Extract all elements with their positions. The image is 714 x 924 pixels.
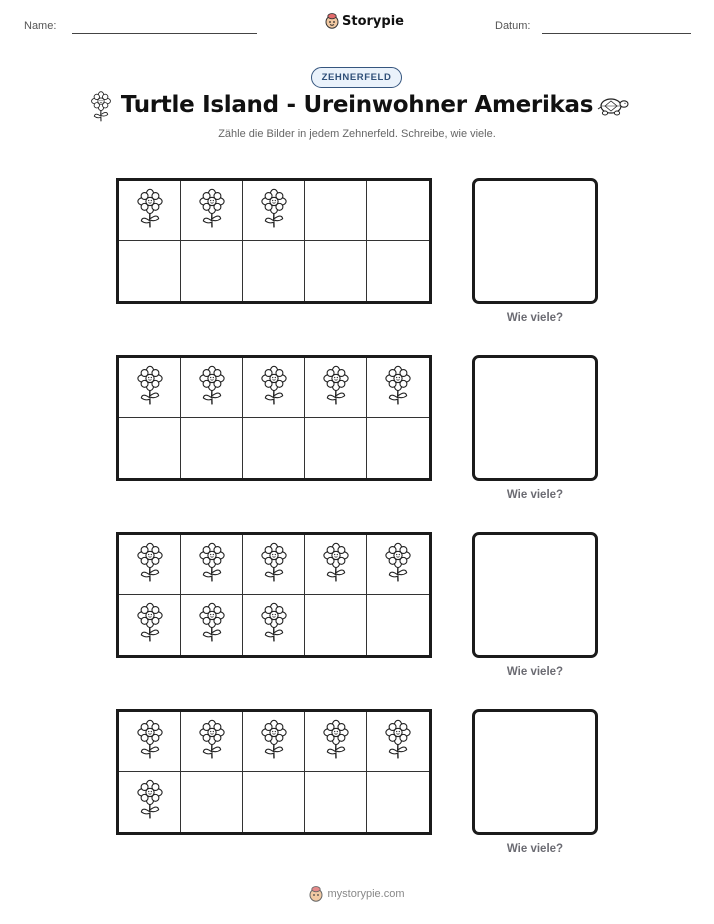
date-line[interactable] — [542, 33, 691, 34]
flower-icon — [137, 779, 163, 825]
ten-frame-cell — [181, 772, 243, 832]
ten-frame-cell — [181, 358, 243, 418]
flower-icon — [137, 188, 163, 234]
ten-frame-cell — [181, 241, 243, 301]
ten-frame-cell — [367, 358, 429, 418]
ten-frame-cell — [119, 358, 181, 418]
ten-frame-1 — [116, 178, 432, 304]
ten-frame-cell — [119, 772, 181, 832]
ten-frame-cell — [305, 418, 367, 478]
flower-icon — [261, 365, 287, 411]
answer-label-4: Wie viele? — [506, 843, 564, 855]
ten-frame-cell — [243, 772, 305, 832]
instructions: Zähle die Bilder in jedem Zehnerfeld. Schreibe, wie viele. — [218, 128, 496, 140]
worksheet-type-badge: ZEHNERFELD — [311, 67, 402, 88]
flower-icon — [261, 719, 287, 765]
answer-label-1: Wie viele? — [506, 312, 564, 324]
ten-frame-cell — [119, 418, 181, 478]
ten-frame-cell — [119, 712, 181, 772]
flower-icon — [137, 719, 163, 765]
answer-box-4[interactable] — [472, 709, 598, 835]
ten-frame-cell — [181, 535, 243, 595]
footer-url: mystorypie.com — [327, 888, 405, 900]
answer-label-3: Wie viele? — [506, 666, 564, 678]
ten-frame-cell — [367, 595, 429, 655]
ten-frame-cell — [305, 535, 367, 595]
flower-icon — [137, 365, 163, 411]
ten-frame-cell — [243, 712, 305, 772]
flower-icon — [199, 602, 225, 648]
flower-icon — [199, 542, 225, 588]
ten-frame-cell — [367, 712, 429, 772]
ten-frame-cell — [367, 772, 429, 832]
page-title: Turtle Island - Ureinwohner Amerikas — [120, 92, 594, 118]
ten-frame-cell — [243, 418, 305, 478]
answer-box-3[interactable] — [472, 532, 598, 658]
ten-frame-cell — [367, 535, 429, 595]
ten-frame-cell — [305, 772, 367, 832]
name-line[interactable] — [72, 33, 257, 34]
ten-frame-3 — [116, 532, 432, 658]
flower-icon — [261, 602, 287, 648]
footer — [0, 886, 714, 902]
ten-frame-cell — [181, 181, 243, 241]
ten-frame-cell — [305, 181, 367, 241]
ten-frame-cell — [305, 241, 367, 301]
flower-icon — [385, 542, 411, 588]
ten-frame-cell — [243, 241, 305, 301]
ten-frame-cell — [367, 181, 429, 241]
storypie-mascot-icon — [309, 886, 323, 902]
flower-icon — [199, 188, 225, 234]
ten-frame-cell — [119, 241, 181, 301]
flower-icon — [137, 542, 163, 588]
flower-icon — [323, 719, 349, 765]
answer-box-2[interactable] — [472, 355, 598, 481]
flower-icon — [199, 365, 225, 411]
ten-frame-cell — [305, 712, 367, 772]
name-label: Name: — [24, 20, 57, 32]
ten-frame-2 — [116, 355, 432, 481]
ten-frame-cell — [119, 595, 181, 655]
ten-frame-cell — [243, 181, 305, 241]
flower-icon — [137, 602, 163, 648]
turtle-icon — [597, 95, 629, 121]
flower-icon — [261, 542, 287, 588]
ten-frame-cell — [181, 418, 243, 478]
ten-frame-cell — [367, 241, 429, 301]
storypie-mascot-icon — [325, 13, 339, 29]
flower-icon — [323, 365, 349, 411]
brand-logo — [325, 13, 404, 29]
ten-frame-cell — [119, 535, 181, 595]
ten-frame-cell — [119, 181, 181, 241]
flower-icon — [385, 365, 411, 411]
ten-frame-cell — [243, 535, 305, 595]
ten-frame-cell — [243, 595, 305, 655]
answer-label-2: Wie viele? — [506, 489, 564, 501]
ten-frame-cell — [181, 712, 243, 772]
ten-frame-cell — [305, 595, 367, 655]
brand-name: Storypie — [342, 13, 404, 29]
ten-frame-4 — [116, 709, 432, 835]
flower-icon — [261, 188, 287, 234]
answer-box-1[interactable] — [472, 178, 598, 304]
ten-frame-cell — [181, 595, 243, 655]
ten-frame-cell — [367, 418, 429, 478]
ten-frame-cell — [305, 358, 367, 418]
flower-icon — [199, 719, 225, 765]
flower-icon — [323, 542, 349, 588]
ten-frame-cell — [243, 358, 305, 418]
flower-icon — [385, 719, 411, 765]
date-label: Datum: — [495, 20, 531, 32]
